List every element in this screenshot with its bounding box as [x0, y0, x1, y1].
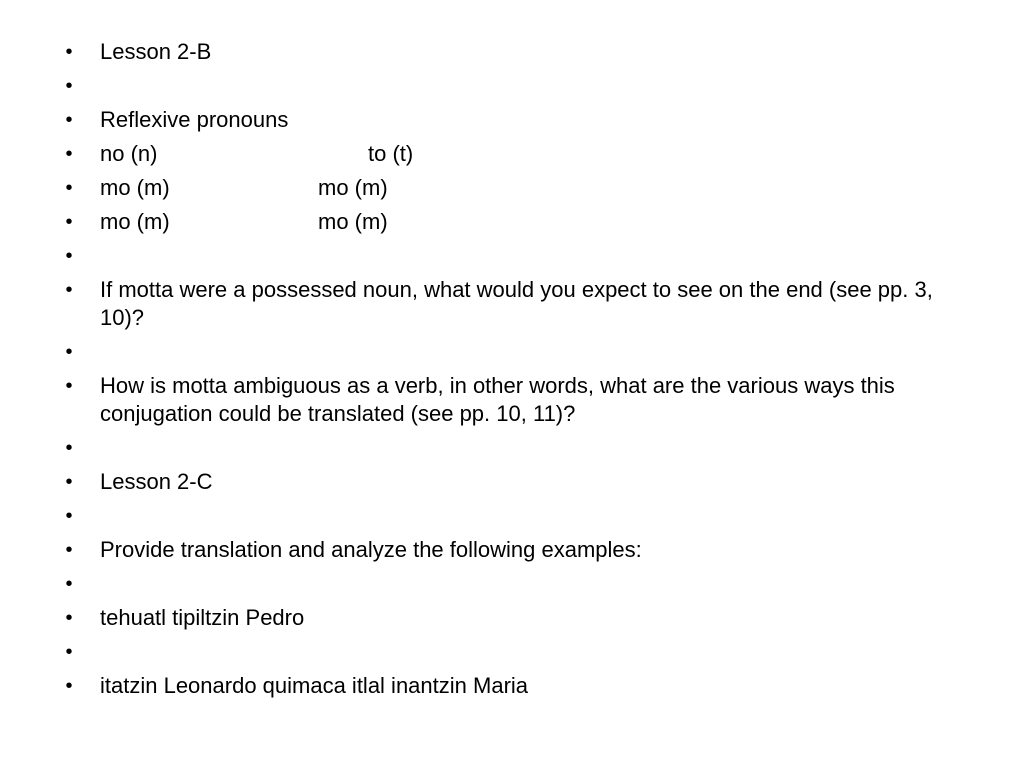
pronoun-right: mo (m) [318, 175, 388, 200]
list-item [62, 372, 972, 428]
bullet-icon: • [65, 41, 73, 63]
list-item [62, 208, 972, 236]
bullet-icon: • [65, 341, 73, 363]
pronoun-left: mo (m) [100, 175, 170, 200]
instruction-text: Provide translation and analyze the following examples: [100, 537, 642, 562]
list-item [62, 276, 972, 332]
list-item [62, 536, 972, 564]
bullet-icon: • [65, 75, 73, 97]
question-text: How is motta ambiguous as a verb, in other words, what are the various ways this conjugation could be translated (see pp. 10, 11)? [100, 373, 895, 426]
bullet-icon: • [65, 505, 73, 527]
list-item [62, 174, 972, 202]
list-item [62, 106, 972, 134]
pronoun-left: no (n) [100, 141, 158, 166]
example-sentence: itatzin Leonardo quimaca itlal inantzin Maria [100, 673, 529, 698]
bullet-icon: • [65, 279, 73, 301]
bullet-icon: • [65, 211, 73, 233]
list-item [62, 604, 972, 632]
bullet-icon: • [65, 437, 73, 459]
bullet-icon: • [65, 573, 73, 595]
list-item [62, 672, 972, 700]
list-item [62, 338, 972, 366]
list-item [62, 502, 972, 530]
bullet-icon: • [65, 607, 73, 629]
pronoun-left: mo (m) [100, 209, 170, 234]
list-item [62, 434, 972, 462]
bullet-icon: • [65, 109, 73, 131]
bullet-icon: • [65, 375, 73, 397]
topic-label: Reflexive pronouns [100, 107, 289, 132]
list-item [62, 242, 972, 270]
bullet-icon: • [65, 143, 73, 165]
lesson-heading: Lesson 2-C [100, 469, 213, 494]
example-sentence: tehuatl tipiltzin Pedro [100, 605, 305, 630]
bullet-list [62, 38, 972, 706]
list-item [62, 38, 972, 66]
list-item [62, 140, 972, 168]
question-text: If motta were a possessed noun, what would you expect to see on the end (see pp. 3, 10)? [100, 277, 933, 330]
list-item [62, 72, 972, 100]
pronoun-right: mo (m) [318, 209, 388, 234]
bullet-icon: • [65, 641, 73, 663]
bullet-icon: • [65, 539, 73, 561]
list-item [62, 570, 972, 598]
list-item [62, 638, 972, 666]
bullet-icon: • [65, 675, 73, 697]
lesson-heading: Lesson 2-B [100, 39, 212, 64]
bullet-icon: • [65, 471, 73, 493]
bullet-icon: • [65, 245, 73, 267]
list-item [62, 468, 972, 496]
bullet-icon: • [65, 177, 73, 199]
pronoun-right: to (t) [368, 141, 414, 166]
